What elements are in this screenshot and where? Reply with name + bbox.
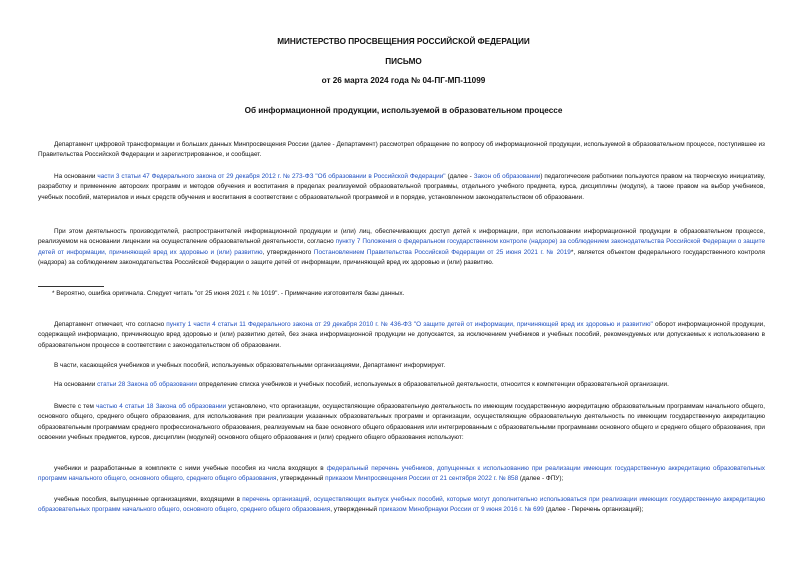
footnote: * Вероятно, ошибка оригинала. Следует читать "от 25 июня 2021 г. № 1019". - Примечание изготовителя базы данных. bbox=[52, 290, 405, 297]
paragraph-3 bbox=[38, 227, 765, 269]
paragraph-7 bbox=[38, 402, 765, 444]
paragraph-6-text-b: определение списка учебников и учебных пособий, используемых в образовательной деятельности, относится к компетенции образовательной организации. bbox=[196, 381, 669, 388]
paragraph-9-text-b: , утвержденный bbox=[330, 506, 379, 514]
link-law-273-article-47[interactable]: части 3 статьи 47 Федерального закона от 29 декабря 2012 г. № 273-ФЗ "Об образовании в Российской Федерации" bbox=[97, 173, 446, 180]
paragraph-8-text-c: (далее - ФПУ); bbox=[518, 475, 564, 483]
paragraph-9-text-a: учебные пособия, выпущенные организациями, входящими в bbox=[54, 496, 243, 503]
document-date-number: от 26 марта 2024 года № 04-ПГ-МП-11099 bbox=[321, 76, 486, 85]
paragraph-4 bbox=[38, 320, 765, 351]
link-education-law[interactable]: Закон об образовании bbox=[473, 173, 541, 180]
paragraph-9-text-c: (далее - Перечень организаций); bbox=[543, 506, 644, 514]
paragraph-6 bbox=[38, 380, 765, 390]
paragraph-7-text-b: установлено, что организации, осуществляющие образовательную деятельность по имеющим государственную аккредитацию образовательным программам начального общего, основного общего, среднего общего образования, для использования при реализации указанных образовательных программ и организации, осуществляющие образовательную деятельность по имеющим государственную аккредитацию образовательным программам среднего профессионального образования, реализуемым на базе основного общего образования или интегрированным с образовательными программами основного общего и среднего общего образования, при освоении учебных предметов, курсов, дисциплин (модулей) основного общего образования и (или) среднего общего образования используют: bbox=[38, 403, 765, 442]
paragraph-8 bbox=[38, 464, 765, 485]
paragraph-4-text-a: Департамент отмечает, что согласно bbox=[54, 321, 167, 328]
link-education-law-article-18[interactable]: частью 4 статьи 18 Закона об образовании bbox=[96, 403, 227, 410]
ministry-title: МИНИСТЕРСТВО ПРОСВЕЩЕНИЯ РОССИЙСКОЙ ФЕДЕРАЦИИ bbox=[277, 37, 530, 46]
paragraph-5 bbox=[38, 361, 765, 371]
link-order-858[interactable]: приказом Минпросвещения России от 21 сентября 2022 г. № 858 bbox=[325, 475, 519, 483]
paragraph-2-text-a: На основании bbox=[54, 173, 98, 180]
link-control-regulation-item-7[interactable]: пункту 7 Положения о федеральном государственном контроле (надзоре) за соблюдением законодательства Российской Федерации о защите детей от информации, причиняющей вред их здоровью и (или) развитию bbox=[38, 238, 766, 256]
link-law-436-article-11[interactable]: пункту 1 части 4 статьи 11 Федерального закона от 29 декабря 2010 г. № 436-ФЗ "О защите детей от информации, причиняющей вред их здоровью и развитию" bbox=[166, 321, 653, 328]
paragraph-9 bbox=[38, 495, 765, 516]
paragraph-4-text-b: оборот информационной продукции, содержащей информацию, причиняющую вред здоровью и (или) развитию детей, без знака информационной продукции не допускается, за исключением учебников и учебных пособий, рекомендуемых или допускаемых к использованию в образовательном процессе в соответствии с законодательством об образовании. bbox=[38, 321, 765, 349]
paragraph-8-text-a: учебники и разработанные в комплекте с ними учебные пособия из числа входящих в bbox=[54, 465, 327, 472]
document-subject: Об информационной продукции, используемой в образовательном процессе bbox=[244, 106, 563, 115]
link-education-law-article-28[interactable]: статьи 28 Закона об образовании bbox=[97, 381, 197, 388]
link-order-699[interactable]: приказом Минобрнауки России от 9 июня 2016 г. № 699 bbox=[378, 506, 544, 514]
paragraph-1-text: Департамент цифровой трансформации и больших данных Минпросвещения России (далее - Департамент) рассмотрел обращение по вопросу об информационной продукции, используемой в образовательном процессе, поступившее из Правительства Российской Федерации и зарегистрированное, и сообщает. bbox=[38, 141, 765, 159]
footnote-separator bbox=[38, 286, 104, 287]
paragraph-2 bbox=[38, 172, 765, 203]
paragraph-3-text-a: При этом деятельность производителей, распространителей информационной продукции и (или) лиц, обеспечивающих доступ детей к информации, при использовании информационной продукции в образовательном процессе, реализуемом на основании лицензии на осуществление образовательной деятельности, согласно bbox=[38, 228, 765, 246]
paragraph-6-text-a: На основании bbox=[54, 381, 98, 388]
paragraph-5-text: В части, касающейся учебников и учебных пособий, используемых образовательными организациями, Департамент информирует. bbox=[54, 362, 446, 369]
link-federal-textbook-list[interactable]: федеральный перечень учебников, допущенных к использованию при реализации имеющих государственную аккредитацию образовательных программ начального общего, основного общего, среднего общего образования bbox=[38, 465, 765, 483]
paragraph-3-text-c: *, является объектом федерального государственного контроля (надзора) за соблюдением законодательства Российской Федерации о защите детей от информации, причиняющей вред их здоровью и (или) развитию. bbox=[38, 248, 766, 267]
paragraph-1 bbox=[38, 140, 765, 161]
paragraph-2-text-b: (далее - bbox=[445, 173, 474, 180]
paragraph-3-text-b: , утвержденного bbox=[262, 248, 314, 256]
link-government-resolution-2019[interactable]: Постановлением Правительства Российской Федерации от 25 июня 2021 г. № 2019 bbox=[313, 248, 571, 256]
link-organizations-list[interactable]: перечень организаций, осуществляющих выпуск учебных пособий, которые могут дополнительно использоваться при реализации имеющих государственную аккредитацию образовательных программ начального общего, основного общего, среднего общего образования bbox=[38, 496, 765, 514]
paragraph-7-text-a: Вместе с тем bbox=[54, 403, 97, 410]
document-type: ПИСЬМО bbox=[385, 57, 422, 66]
paragraph-2-text-c: ) педагогические работники пользуются правом на творческую инициативу, разработку и применение авторских программ и методов обучения и воспитания в пределах реализуемой образовательной программы, отдельного учебного предмета, курса, дисциплины (модуля), а также правом на выбор учебников, учебных пособий, материалов и иных средств обучения и воспитания в соответствии с образовательной программой и в порядке, установленном законодательством об образовании. bbox=[38, 173, 765, 201]
paragraph-8-text-b: , утвержденный bbox=[276, 475, 326, 483]
